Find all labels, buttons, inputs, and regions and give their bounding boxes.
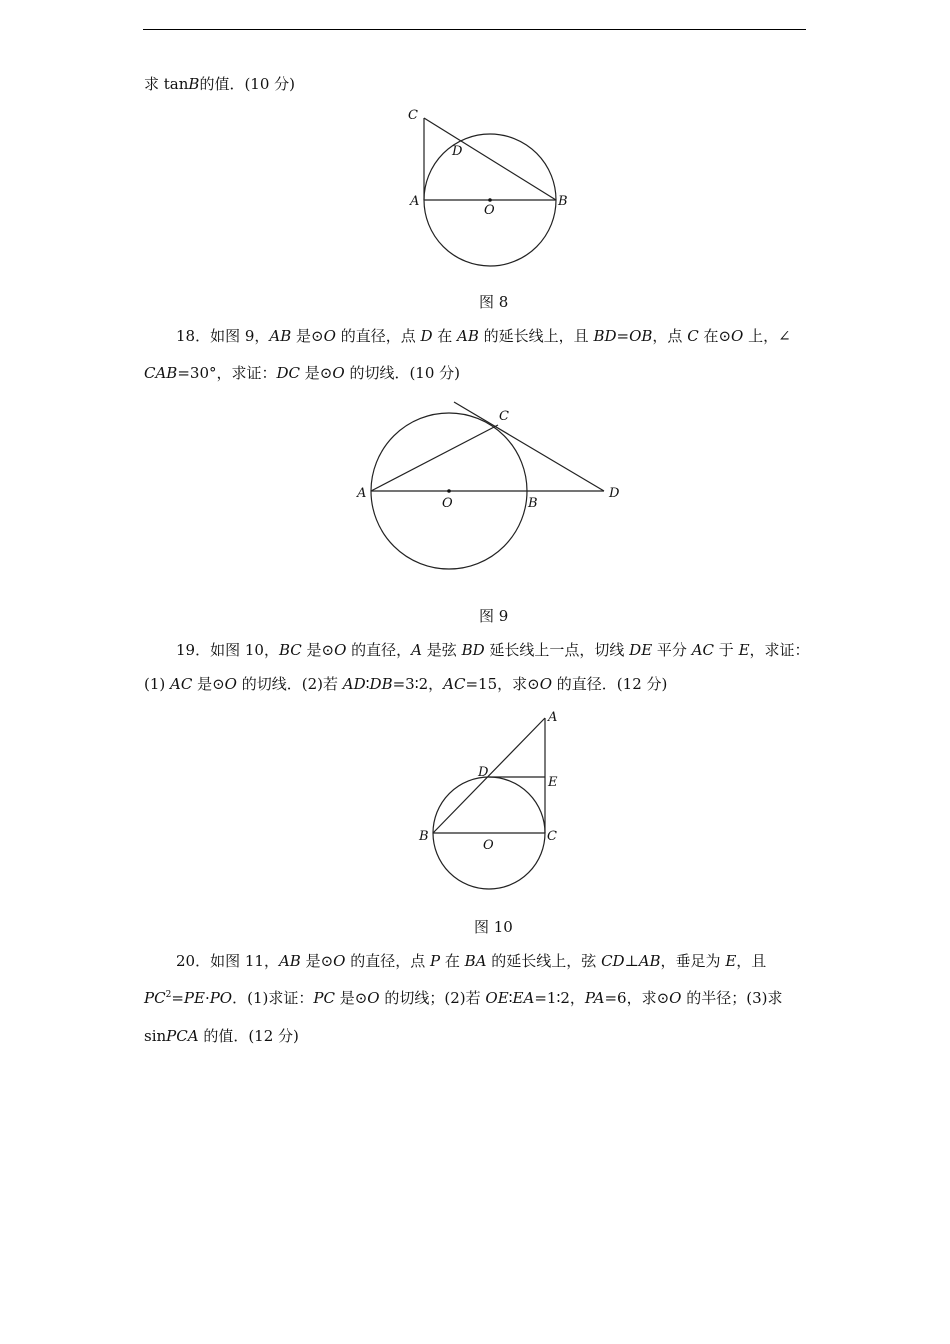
q19-line-2: (1) AC 是⊙O 的切线．(2)若 AD∶DB=3∶2，AC=15，求⊙O 的直径．(12 分) <box>144 675 668 693</box>
fig9-segment-ac <box>371 425 498 491</box>
fig10-caption: 图 10 <box>474 918 513 936</box>
q18-line-1: 18．如图 9，AB 是⊙O 的直径，点 D 在 AB 的延长线上，且 BD=OB，点 C 在⊙O 上，∠ <box>176 327 791 345</box>
header-rule <box>143 29 806 30</box>
fig10-label-b: B <box>419 829 429 844</box>
fig8-label-o: O <box>484 203 495 218</box>
figure-10 <box>410 705 570 900</box>
fig10-label-d: D <box>478 765 489 780</box>
fig9-tangent-dc <box>454 402 604 491</box>
fig8-label-a: A <box>410 194 420 209</box>
fig9-label-o: O <box>442 496 453 511</box>
fig10-segment-ba <box>433 718 545 833</box>
fig8-caption: 图 8 <box>479 293 509 311</box>
fig8-label-d: D <box>452 144 463 159</box>
fig8-label-b: B <box>558 194 568 209</box>
fig8-segment-cb <box>424 118 556 200</box>
figure-8 <box>400 100 580 275</box>
fig9-label-a: A <box>357 486 367 501</box>
q20-line-2: $PC^2=PE\cdot PO$．(1)求证：PC 是⊙O 的切线；(2)若 OE∶EA=1∶2，PA=6，求⊙O 的半径；(3)求 <box>144 989 783 1007</box>
fig8-center-dot <box>488 198 492 202</box>
fig9-label-c: C <box>499 409 509 424</box>
fig10-label-o: O <box>483 838 494 853</box>
fig9-caption: 图 9 <box>479 607 509 625</box>
q20-line-3: sinPCA 的值．(12 分) <box>144 1027 299 1045</box>
fig8-label-c: C <box>408 108 418 123</box>
fig10-label-c: C <box>547 829 557 844</box>
figure-9 <box>350 395 630 580</box>
fig9-center-dot <box>447 489 451 493</box>
q17-tail-line: 求 tanB的值．(10 分) <box>144 75 295 93</box>
fig10-label-e: E <box>548 775 558 790</box>
q18-line-2: CAB=30°，求证：DC 是⊙O 的切线．(10 分) <box>144 364 460 382</box>
fig10-label-a: A <box>548 710 558 725</box>
q20-line-1: 20．如图 11，AB 是⊙O 的直径，点 P 在 BA 的延长线上，弦 CD⊥AB，垂足为 E，且 <box>176 952 767 970</box>
fig9-label-d: D <box>609 486 620 501</box>
q19-line-1: 19．如图 10，BC 是⊙O 的直径，A 是弦 BD 延长线上一点，切线 DE 平分 AC 于 E，求证： <box>176 641 810 659</box>
fig9-label-b: B <box>528 496 538 511</box>
